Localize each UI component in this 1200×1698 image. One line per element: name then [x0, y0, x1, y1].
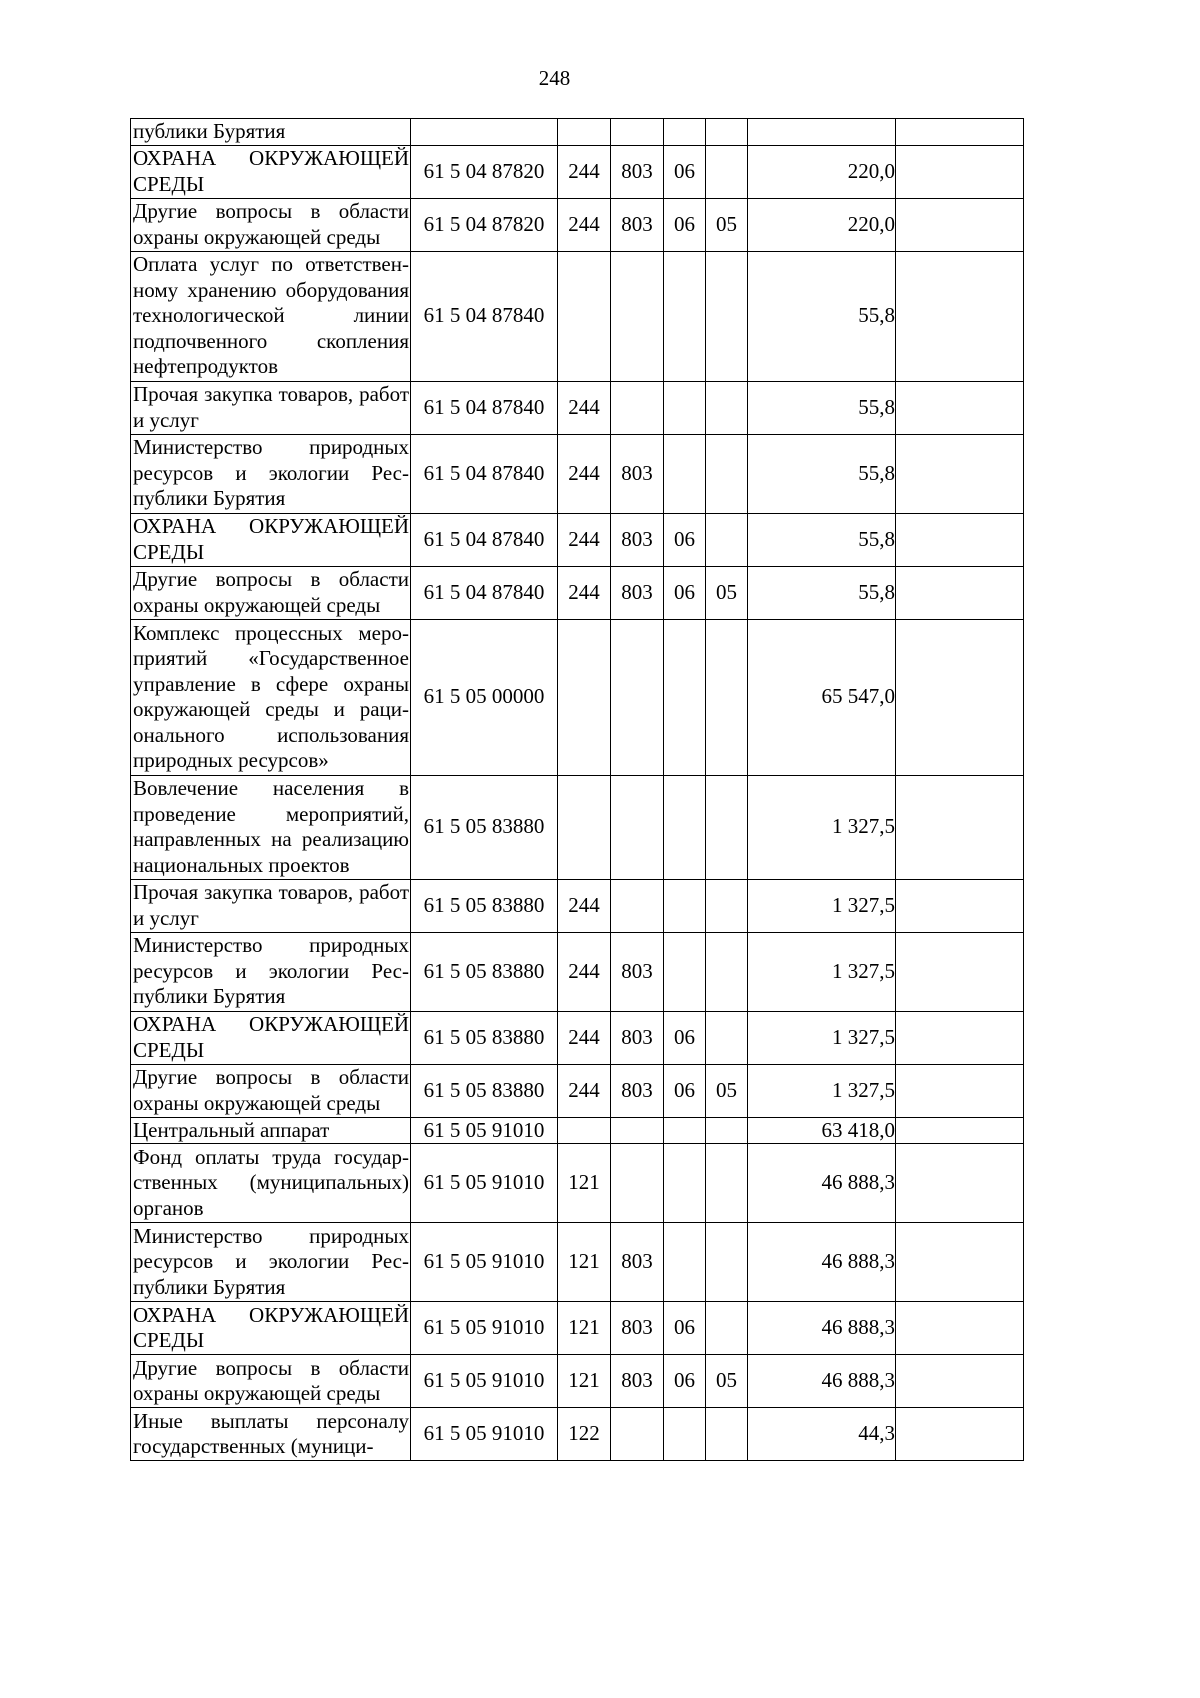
table-row [131, 1223, 1024, 1302]
row-expense-type-cell [558, 251, 611, 381]
row-sum-cell: 44,3 [748, 1408, 896, 1461]
row-ministry-code-cell: 803 [611, 1064, 664, 1117]
row-blank-cell [896, 513, 1024, 566]
row-code-cell: 61 5 05 91010 [411, 1408, 558, 1461]
row-expense-type-cell: 244 [558, 879, 611, 932]
row-expense-type-cell [558, 1117, 611, 1144]
row-sum-cell: 1 327,5 [748, 1011, 896, 1064]
row-sum-cell [748, 119, 896, 146]
table-row [131, 1355, 1024, 1408]
row-section-cell [664, 775, 706, 879]
row-expense-type-cell: 121 [558, 1223, 611, 1302]
row-blank-cell [896, 1144, 1024, 1223]
row-ministry-code-cell: 803 [611, 513, 664, 566]
row-name-cell: Иные выплаты персоналу государственных (муници- [131, 1408, 411, 1461]
table-row [131, 1064, 1024, 1117]
row-name-cell: Фонд оплаты труда государственных (муниципальных) органов [131, 1144, 411, 1223]
row-name-cell: Другие вопросы в области охраны окружающей среды [131, 198, 411, 251]
row-code-cell: 61 5 04 87820 [411, 145, 558, 198]
table-row [131, 119, 1024, 146]
row-name-cell: Другие вопросы в области охраны окружающей среды [131, 1355, 411, 1408]
row-sum-cell: 55,8 [748, 251, 896, 381]
row-code-cell: 61 5 05 83880 [411, 1011, 558, 1064]
row-section-cell: 06 [664, 566, 706, 619]
row-blank-cell [896, 619, 1024, 775]
row-expense-type-cell: 244 [558, 513, 611, 566]
row-ministry-code-cell: 803 [611, 566, 664, 619]
table-row [131, 1117, 1024, 1144]
row-name-cell: ОХРАНА ОКРУЖАЮЩЕЙ СРЕДЫ [131, 145, 411, 198]
row-blank-cell [896, 1355, 1024, 1408]
row-code-cell: 61 5 05 00000 [411, 619, 558, 775]
table-row [131, 145, 1024, 198]
row-expense-type-cell: 244 [558, 1011, 611, 1064]
row-section-cell [664, 1144, 706, 1223]
table-row [131, 434, 1024, 513]
row-sum-cell: 46 888,3 [748, 1302, 896, 1355]
row-ministry-code-cell [611, 619, 664, 775]
row-expense-type-cell: 244 [558, 198, 611, 251]
table-row [131, 198, 1024, 251]
row-sum-cell: 46 888,3 [748, 1144, 896, 1223]
row-sum-cell: 1 327,5 [748, 932, 896, 1011]
row-ministry-code-cell [611, 1408, 664, 1461]
table-row [131, 1408, 1024, 1461]
row-section-cell: 06 [664, 1355, 706, 1408]
row-subsection-cell [706, 119, 748, 146]
row-code-cell: 61 5 04 87840 [411, 566, 558, 619]
row-section-cell [664, 381, 706, 434]
table-row [131, 1302, 1024, 1355]
row-name-cell: Прочая закупка товаров, работ и услуг [131, 879, 411, 932]
row-name-cell: Вовлечение населения в проведение мероприятий, направленных на реализацию национальных проектов [131, 775, 411, 879]
row-ministry-code-cell: 803 [611, 145, 664, 198]
row-sum-cell: 46 888,3 [748, 1223, 896, 1302]
row-code-cell: 61 5 04 87840 [411, 513, 558, 566]
row-name-cell: Комплекс процессных мероприятий «Государственное управление в сфере охраны окружающей среды и рационального использования природных ресурсов» [131, 619, 411, 775]
row-subsection-cell [706, 1144, 748, 1223]
row-sum-cell: 1 327,5 [748, 879, 896, 932]
row-name-cell: публики Бурятия [131, 119, 411, 146]
row-ministry-code-cell [611, 251, 664, 381]
row-sum-cell: 63 418,0 [748, 1117, 896, 1144]
budget-table [130, 118, 1024, 1461]
row-subsection-cell [706, 251, 748, 381]
row-ministry-code-cell: 803 [611, 1011, 664, 1064]
row-subsection-cell [706, 381, 748, 434]
row-sum-cell: 65 547,0 [748, 619, 896, 775]
row-expense-type-cell: 244 [558, 1064, 611, 1117]
row-ministry-code-cell [611, 1117, 664, 1144]
row-section-cell [664, 1117, 706, 1144]
row-name-cell: Другие вопросы в области охраны окружающей среды [131, 1064, 411, 1117]
row-section-cell [664, 251, 706, 381]
row-section-cell: 06 [664, 1302, 706, 1355]
row-expense-type-cell: 122 [558, 1408, 611, 1461]
row-name-cell: ОХРАНА ОКРУЖАЮЩЕЙ СРЕДЫ [131, 513, 411, 566]
row-subsection-cell [706, 1117, 748, 1144]
table-body [131, 119, 1024, 1461]
row-section-cell: 06 [664, 513, 706, 566]
row-blank-cell [896, 381, 1024, 434]
row-expense-type-cell: 244 [558, 566, 611, 619]
row-expense-type-cell: 244 [558, 932, 611, 1011]
row-sum-cell: 220,0 [748, 145, 896, 198]
row-subsection-cell: 05 [706, 1064, 748, 1117]
row-blank-cell [896, 566, 1024, 619]
row-expense-type-cell: 244 [558, 381, 611, 434]
table-row [131, 932, 1024, 1011]
row-code-cell: 61 5 05 91010 [411, 1355, 558, 1408]
row-name-cell: Другие вопросы в области охраны окружающей среды [131, 566, 411, 619]
row-blank-cell [896, 145, 1024, 198]
row-code-cell [411, 119, 558, 146]
row-subsection-cell [706, 1223, 748, 1302]
row-sum-cell: 46 888,3 [748, 1355, 896, 1408]
row-code-cell: 61 5 05 91010 [411, 1117, 558, 1144]
row-name-cell: ОХРАНА ОКРУЖАЮЩЕЙ СРЕДЫ [131, 1011, 411, 1064]
row-blank-cell [896, 251, 1024, 381]
row-sum-cell: 1 327,5 [748, 775, 896, 879]
row-ministry-code-cell: 803 [611, 932, 664, 1011]
row-section-cell [664, 434, 706, 513]
table-row [131, 879, 1024, 932]
table-row [131, 513, 1024, 566]
row-ministry-code-cell: 803 [611, 1355, 664, 1408]
row-section-cell [664, 879, 706, 932]
row-blank-cell [896, 879, 1024, 932]
row-blank-cell [896, 932, 1024, 1011]
row-subsection-cell [706, 1302, 748, 1355]
row-expense-type-cell: 244 [558, 434, 611, 513]
row-subsection-cell [706, 879, 748, 932]
row-blank-cell [896, 1117, 1024, 1144]
row-subsection-cell [706, 1408, 748, 1461]
row-blank-cell [896, 1302, 1024, 1355]
row-ministry-code-cell: 803 [611, 1223, 664, 1302]
row-name-cell: Министерство природных ресурсов и экологии Республики Бурятия [131, 434, 411, 513]
row-ministry-code-cell [611, 879, 664, 932]
row-code-cell: 61 5 04 87840 [411, 381, 558, 434]
row-expense-type-cell [558, 119, 611, 146]
row-name-cell: Центральный аппарат [131, 1117, 411, 1144]
row-subsection-cell [706, 513, 748, 566]
row-expense-type-cell [558, 775, 611, 879]
row-code-cell: 61 5 05 91010 [411, 1144, 558, 1223]
row-sum-cell: 55,8 [748, 513, 896, 566]
row-subsection-cell: 05 [706, 198, 748, 251]
row-section-cell: 06 [664, 1064, 706, 1117]
row-code-cell: 61 5 05 83880 [411, 775, 558, 879]
row-name-cell: ОХРАНА ОКРУЖАЮЩЕЙ СРЕДЫ [131, 1302, 411, 1355]
table-row [131, 1011, 1024, 1064]
row-blank-cell [896, 434, 1024, 513]
row-subsection-cell [706, 619, 748, 775]
row-section-cell [664, 932, 706, 1011]
row-blank-cell [896, 775, 1024, 879]
row-code-cell: 61 5 05 83880 [411, 879, 558, 932]
row-name-cell: Оплата услуг по ответственному хранению оборудования технологической линии подпочвенного скопления нефтепродуктов [131, 251, 411, 381]
row-section-cell [664, 619, 706, 775]
table-row [131, 381, 1024, 434]
row-subsection-cell [706, 434, 748, 513]
row-code-cell: 61 5 05 83880 [411, 1064, 558, 1117]
row-ministry-code-cell [611, 1144, 664, 1223]
row-code-cell: 61 5 04 87840 [411, 251, 558, 381]
row-name-cell: Прочая закупка товаров, работ и услуг [131, 381, 411, 434]
row-subsection-cell [706, 145, 748, 198]
table-row [131, 251, 1024, 381]
row-subsection-cell [706, 932, 748, 1011]
row-ministry-code-cell [611, 119, 664, 146]
row-code-cell: 61 5 05 91010 [411, 1302, 558, 1355]
row-sum-cell: 55,8 [748, 434, 896, 513]
row-expense-type-cell: 121 [558, 1144, 611, 1223]
row-blank-cell [896, 1223, 1024, 1302]
row-expense-type-cell [558, 619, 611, 775]
row-ministry-code-cell: 803 [611, 1302, 664, 1355]
row-section-cell [664, 1408, 706, 1461]
row-ministry-code-cell [611, 381, 664, 434]
row-blank-cell [896, 119, 1024, 146]
row-ministry-code-cell: 803 [611, 434, 664, 513]
row-name-cell: Министерство природных ресурсов и экологии Республики Бурятия [131, 932, 411, 1011]
row-code-cell: 61 5 04 87840 [411, 434, 558, 513]
row-ministry-code-cell: 803 [611, 198, 664, 251]
row-sum-cell: 55,8 [748, 381, 896, 434]
row-expense-type-cell: 121 [558, 1355, 611, 1408]
page-number: 248 [538, 66, 571, 90]
table-row [131, 1144, 1024, 1223]
row-subsection-cell: 05 [706, 1355, 748, 1408]
row-section-cell: 06 [664, 1011, 706, 1064]
row-subsection-cell [706, 775, 748, 879]
row-sum-cell: 1 327,5 [748, 1064, 896, 1117]
row-blank-cell [896, 1011, 1024, 1064]
table-row [131, 619, 1024, 775]
row-subsection-cell: 05 [706, 566, 748, 619]
row-blank-cell [896, 1408, 1024, 1461]
row-blank-cell [896, 198, 1024, 251]
row-section-cell [664, 119, 706, 146]
row-sum-cell: 55,8 [748, 566, 896, 619]
row-code-cell: 61 5 05 91010 [411, 1223, 558, 1302]
row-blank-cell [896, 1064, 1024, 1117]
row-code-cell: 61 5 04 87820 [411, 198, 558, 251]
row-sum-cell: 220,0 [748, 198, 896, 251]
row-expense-type-cell: 244 [558, 145, 611, 198]
table-row [131, 566, 1024, 619]
row-subsection-cell [706, 1011, 748, 1064]
row-section-cell: 06 [664, 145, 706, 198]
row-code-cell: 61 5 05 83880 [411, 932, 558, 1011]
row-name-cell: Министерство природных ресурсов и экологии Республики Бурятия [131, 1223, 411, 1302]
table-row [131, 775, 1024, 879]
row-ministry-code-cell [611, 775, 664, 879]
row-section-cell: 06 [664, 198, 706, 251]
row-section-cell [664, 1223, 706, 1302]
row-expense-type-cell: 121 [558, 1302, 611, 1355]
